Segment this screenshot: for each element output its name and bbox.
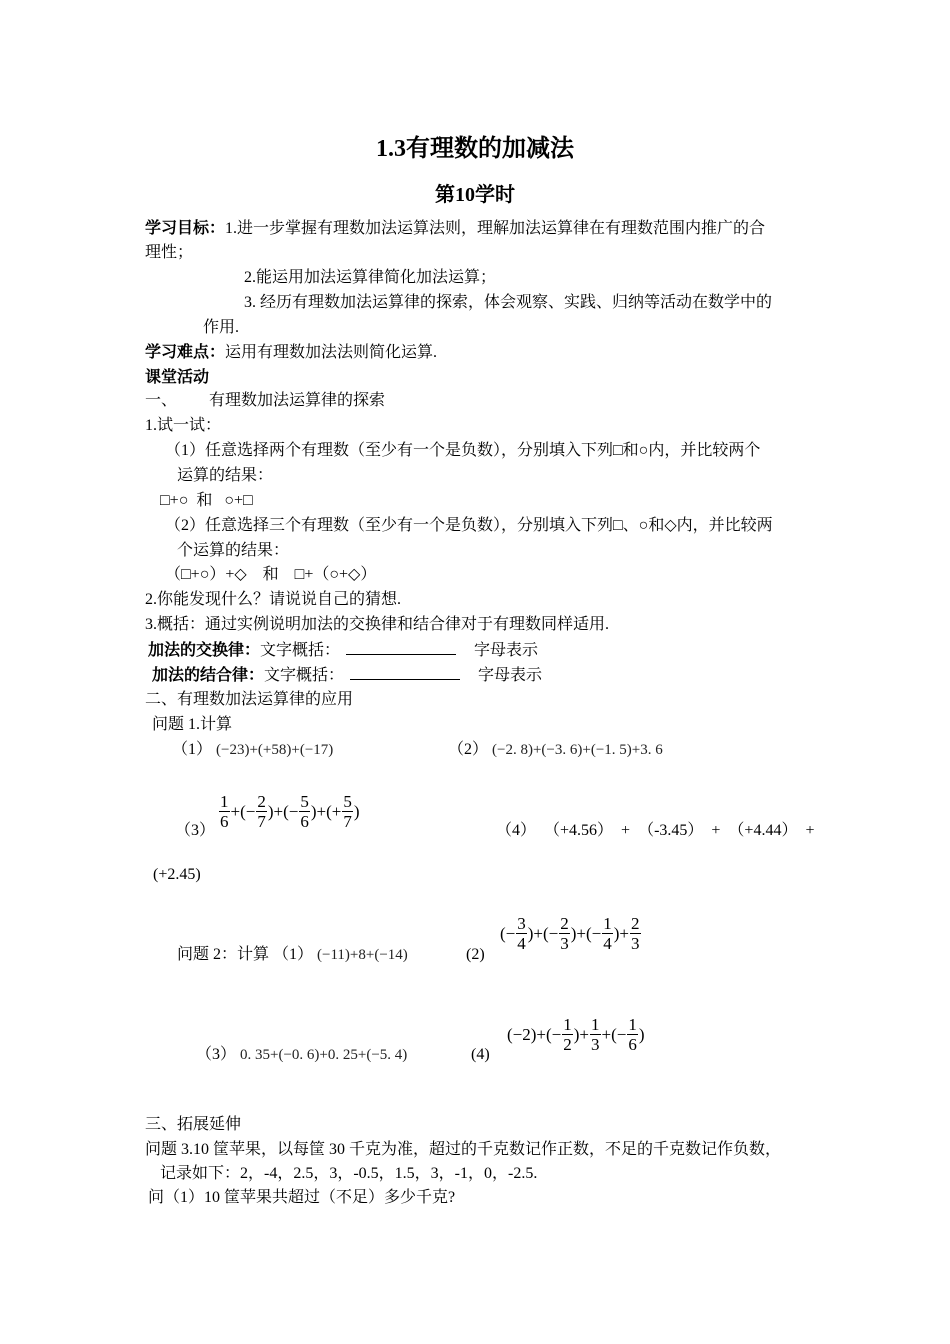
numerator: 1	[220, 792, 229, 811]
q2-text: （2）任意选择三个有理数（至少有一个是负数），分别填入下列□、○和◇内，并比较两	[165, 517, 773, 534]
section2-heading: 二、有理数加法运算律的应用	[145, 691, 354, 708]
expression: (−23)+(+58)+(−17)	[216, 742, 334, 758]
denominator: 6	[628, 1035, 637, 1054]
numerator: 2	[631, 914, 640, 933]
operator-text: )	[638, 1024, 645, 1044]
difficulty-text: 运用有理数加法法则简化运算.	[225, 344, 438, 361]
goal-line-1	[145, 218, 765, 239]
numerator: 2	[560, 914, 569, 933]
p1-item3-number: （3）	[175, 822, 216, 839]
problem3-question1: 问（1）10 筐苹果共超过（不足）多少千克?	[148, 1189, 456, 1206]
goal-2: 2.能运用加法运算律简化加法运算；	[244, 269, 497, 286]
p1-item4	[496, 821, 814, 841]
q1-text-cont: 运算的结果：	[177, 467, 274, 484]
fraction	[627, 1015, 638, 1054]
numerator: 5	[300, 792, 309, 811]
q1-expression: □+○ 和 ○+□	[160, 492, 253, 509]
denominator: 4	[603, 934, 612, 953]
p2-item2-expression	[500, 914, 642, 953]
expression: (−11)+8+(−14)	[317, 947, 408, 963]
denominator: 7	[343, 812, 352, 831]
operator-text: +(−	[601, 1024, 627, 1044]
associative-blank[interactable]	[350, 665, 460, 680]
goal-3: 3. 经历有理数加法运算律的探索，体会观察、实践、归纳等活动在数学中的	[244, 294, 773, 311]
numerator: 5	[343, 792, 352, 811]
numerator: 1	[628, 1015, 637, 1034]
p2-item4-number: (4)	[471, 1046, 490, 1063]
associative-letter: 字母表示	[478, 667, 543, 684]
item-number: （1）	[172, 741, 213, 758]
numerator: 2	[257, 792, 266, 811]
goal-1: 1.进一步掌握有理数加法运算法则，理解加法运算律在有理数范围内推广的合	[225, 220, 766, 237]
lesson-number: 第10学时	[435, 184, 515, 206]
summary-text: 3.概括：通过实例说明加法的交换律和结合律对于有理数同样适用.	[145, 616, 610, 633]
p1-item2	[448, 740, 663, 760]
expression: (−2. 8)+(−3. 6)+(−1. 5)+3. 6	[492, 742, 663, 758]
denominator: 2	[563, 1035, 572, 1054]
operator-text: )+(−	[267, 801, 299, 821]
commutative-label: 加法的交换律：	[148, 640, 261, 659]
commutative-blank[interactable]	[346, 640, 456, 655]
associative-law	[152, 665, 542, 686]
section3-heading: 三、拓展延伸	[145, 1116, 242, 1133]
try-label: 1.试一试：	[145, 417, 222, 434]
expression: （+4.56） + （-3.45） + （+4.44） +	[544, 822, 815, 839]
section1-heading: 一、 有理数加法运算律的探索	[145, 392, 386, 409]
p1-item1	[172, 740, 333, 760]
fraction	[256, 792, 267, 831]
associative-text: 文字概括：	[264, 667, 345, 684]
fraction	[299, 792, 310, 831]
denominator: 3	[560, 934, 569, 953]
numerator: 1	[591, 1015, 600, 1034]
commutative-letter: 字母表示	[474, 642, 539, 659]
item-number: （3）	[196, 1046, 237, 1063]
denominator: 7	[257, 812, 266, 831]
q2-expression: （□+○）+◇ 和 □+（○+◇）	[165, 566, 377, 583]
item-number: （1）	[273, 946, 314, 963]
operator-text: )+	[613, 923, 629, 943]
p2-item3	[196, 1045, 407, 1065]
commutative-text: 文字概括：	[260, 642, 341, 659]
fraction	[342, 792, 353, 831]
problem2-label: 问题 2：计算	[177, 946, 270, 963]
p2-item2-number: (2)	[466, 946, 485, 963]
p1-item4-cont: (+2.45)	[153, 866, 201, 883]
difficulty-line	[145, 342, 437, 363]
problem1-label: 问题 1.计算	[152, 716, 233, 733]
item-number: （4）	[496, 822, 537, 839]
denominator: 6	[220, 812, 229, 831]
operator-text: )+	[573, 1024, 589, 1044]
fraction	[559, 914, 570, 953]
discover-text: 2.你能发现什么？请说说自己的猜想.	[145, 591, 402, 608]
problem3-text: 问题 3.10 筐苹果，以每筐 30 千克为准，超过的千克数记作正数，不足的千克数记作负数，	[145, 1141, 782, 1158]
fraction	[630, 914, 641, 953]
operator-text: +(−	[230, 801, 256, 821]
numerator: 1	[563, 1015, 572, 1034]
operator-text: )+(+	[310, 801, 342, 821]
p1-item3-expression	[218, 792, 360, 831]
goal-3-cont: 作用.	[203, 319, 240, 336]
fraction	[590, 1015, 601, 1054]
p2-item1	[177, 945, 408, 965]
denominator: 6	[300, 812, 309, 831]
operator-text: )+(−	[570, 923, 602, 943]
goal-1-cont: 理性；	[145, 244, 194, 261]
fraction	[562, 1015, 573, 1054]
difficulty-label: 学习难点：	[145, 342, 226, 361]
p2-item4-expression	[507, 1015, 645, 1054]
operator-text: (−2)+(−	[507, 1024, 562, 1044]
fraction	[219, 792, 230, 831]
goals-label: 学习目标：	[145, 218, 226, 237]
commutative-law	[148, 640, 538, 661]
numerator: 3	[517, 914, 526, 933]
q2-text-cont: 个运算的结果：	[177, 542, 290, 559]
q1-text: （1）任意选择两个有理数（至少有一个是负数），分别填入下列□和○内，并比较两个	[165, 442, 761, 459]
operator-text: )+(−	[527, 923, 559, 943]
fraction	[602, 914, 613, 953]
fraction	[516, 914, 527, 953]
item-number: （2）	[448, 741, 489, 758]
denominator: 3	[631, 934, 640, 953]
denominator: 3	[591, 1035, 600, 1054]
problem3-records: 记录如下：2，-4，2.5，3，-0.5，1.5，3，-1，0，-2.5.	[160, 1165, 538, 1182]
operator-text: )	[353, 801, 360, 821]
operator-text: (−	[500, 923, 516, 943]
expression: 0. 35+(−0. 6)+0. 25+(−5. 4)	[240, 1047, 408, 1063]
activity-heading: 课堂活动	[145, 367, 210, 386]
numerator: 1	[603, 914, 612, 933]
denominator: 4	[517, 934, 526, 953]
document-title: 1.3有理数的加减法	[376, 136, 574, 162]
associative-label: 加法的结合律：	[152, 665, 265, 684]
